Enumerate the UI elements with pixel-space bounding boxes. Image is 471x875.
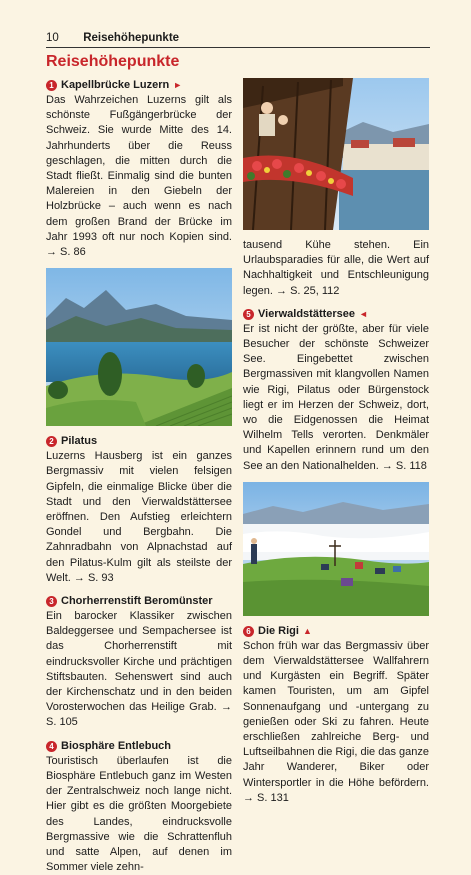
entry-title: Kapellbrücke Luzern — [61, 79, 170, 91]
entry-number-badge: 3 — [46, 596, 57, 607]
entry-heading — [46, 434, 232, 449]
photo-kapellbruecke — [243, 78, 429, 230]
entry-kapellbruecke — [46, 78, 232, 260]
entry-entlebuch — [46, 739, 232, 875]
entry-number-badge: 5 — [243, 309, 254, 320]
entry-number-badge: 1 — [46, 80, 57, 91]
entry-text: Das Wahrzeichen Luzerns gilt als schönste Fußgängerbrücke der Schweiz. Sie wurde Mitte des 14. Jahrhunderts über die Reuss geschlagen, die mitten durch die Stadt fließt. Einmalig sind die bunten Malereien in den Giebeln der Holzbrücke – auch wenn es nach dem großen Brand der Brücke im Jahr 1993 oft nur noch Kopien sind. → S. 86 — [46, 94, 232, 259]
entry-pilatus — [46, 434, 232, 586]
entry-vierwaldstaettersee — [243, 307, 429, 474]
photo-rigi-summit — [243, 482, 429, 616]
photo-pilatus-landscape — [46, 268, 232, 426]
map-marker-icon: ▲ — [302, 625, 312, 636]
running-head-section: Reisehöhepunkte — [83, 32, 180, 44]
entry-title: Vierwaldstättersee — [258, 307, 356, 320]
entry-beromuenster — [46, 594, 232, 731]
entry-title: Die Rigi — [258, 624, 299, 637]
page-number: 10 — [46, 32, 59, 44]
entry-text: Touristisch überlaufen ist die Biosphäre Entlebuch ganz im Westen der Zentralschweiz noch lange nicht. Hier gibt es die größten Moorgebiete des Landes, eindrucksvolle Bergmassive wie die Schrattenfluh und satte Alpen, auf denen im Sommer viele zehn- — [46, 754, 232, 874]
left-column — [46, 78, 232, 875]
map-marker-icon: ► — [173, 80, 183, 90]
entry-rigi — [243, 624, 429, 806]
entry-text: Luzerns Hausberg ist ein ganzes Bergmassiv mit vielen felsigen Gipfeln, die einmalige Blicke über die Stadt und den Vierwaldstättersee eröffnen. Den Aufstieg erleichtern Gondel und Bergbahn. Die Zahnradbahn von Alpnachstad auf den Pilatus-Kulm gilt als steilste der Welt. → S. 93 — [46, 450, 232, 584]
entry-text: Er ist nicht der größte, aber für viele Besucher der schönste Schweizer See. Eingebettet zwischen Bergmassiven mit klangvollen Namen wie Rigi, Pilatus oder Bürgenstock liegt er im Herzen der Schweiz, dort, wo die Eidgenossen die Heimat Wilhelm Tells verorten. Denkmäler und Kapellen erinnern rund um den See an den Nationalhelden. → S. 118 — [243, 322, 429, 472]
entry-title: Biosphäre Entlebuch — [61, 739, 172, 752]
entry-text-continuation: tausend Kühe stehen. Ein Urlaubsparadies für alle, die Wert auf Nachhaltigkeit und Entschleunigung legen. → S. 25, 112 — [243, 239, 429, 297]
entry-heading — [46, 739, 232, 754]
entry-text: Ein barocker Klassiker zwischen Baldeggersee und Sempachersee ist das Chorherrenstift mit eindrucksvoller Kirche und prächtigen Stiftsbauten. Sehenswert sind auch der Kirchenschatz und in den beiden Vorosterwochen das Heilige Grab. → S. 105 — [46, 610, 232, 729]
map-marker-icon: ◄ — [359, 308, 368, 319]
page-title: Reisehöhepunkte — [46, 53, 180, 70]
entry-number-badge: 6 — [243, 626, 254, 637]
entry-heading — [243, 624, 429, 639]
entry-number-badge: 4 — [46, 741, 57, 752]
running-head — [46, 30, 430, 48]
entry-text: Schon früh war das Bergmassiv über dem Vierwaldstättersee Wallfahrern und Kurgästen ein Begriff. Später kamen Touristen, um am Gipfel Sonnenaufgang und -untergang zu genießen oder Ski zu fahren. Heute erschließen zahlreiche Berg- und Luftseilbahnen die Rigi, die das ganze Jahr Wanderer, Biker oder Wintersportler in die Höhe befördern. → S. 131 — [243, 639, 429, 804]
entry-number-badge: 2 — [46, 436, 57, 447]
entry-heading — [46, 78, 232, 93]
entry-title: Chorherrenstift Beromünster — [61, 595, 213, 608]
entry-title: Pilatus — [61, 435, 98, 448]
entry-heading — [243, 307, 429, 322]
entry-heading — [46, 594, 232, 609]
right-column — [243, 78, 429, 806]
